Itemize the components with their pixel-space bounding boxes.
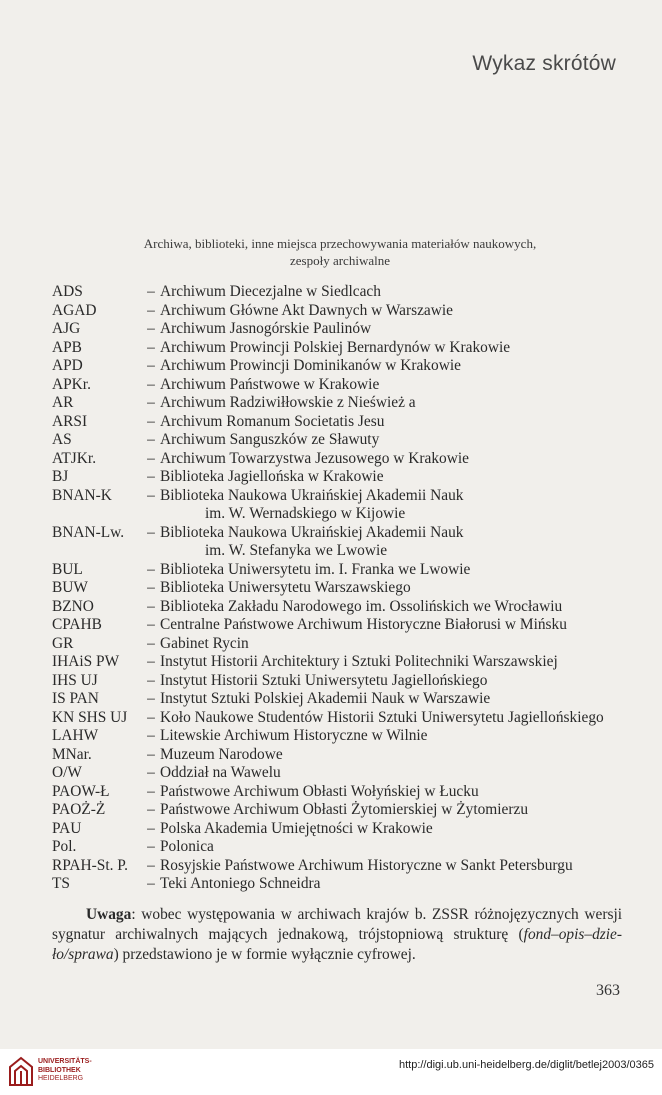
abbreviation-description bbox=[160, 339, 510, 358]
abbreviation-list bbox=[52, 283, 652, 894]
abbreviation-description-text: Archiwum Prowincji Polskiej Bernardynów w Krakowie bbox=[160, 338, 511, 356]
logo-line-3: HEIDELBERG bbox=[38, 1075, 84, 1082]
abbreviation-description bbox=[160, 450, 469, 469]
abbreviation-dash: – bbox=[147, 486, 155, 504]
abbreviation-description bbox=[160, 283, 381, 302]
abbreviation-row bbox=[52, 357, 652, 376]
abbreviation-code: APD bbox=[52, 357, 83, 374]
abbreviation-description bbox=[160, 838, 214, 857]
abbreviation-dash: – bbox=[147, 634, 155, 652]
abbreviation-code: IS PAN bbox=[52, 690, 99, 707]
abbreviation-description bbox=[160, 635, 249, 654]
abbreviation-dash: – bbox=[147, 782, 155, 800]
abbreviation-dash: – bbox=[147, 449, 155, 467]
abbreviation-description bbox=[160, 302, 453, 321]
abbreviation-code: TS bbox=[52, 875, 70, 892]
abbreviation-code: AJG bbox=[52, 320, 81, 337]
abbreviation-description-text: Archiwum Sanguszków ze Sławuty bbox=[160, 431, 380, 448]
abbreviation-dash: – bbox=[147, 468, 155, 485]
abbreviation-description-text: Biblioteka Naukowa Ukraińskiej Akademii Nauk bbox=[160, 523, 464, 541]
abbreviation-dash: – bbox=[147, 875, 155, 892]
abbreviation-row bbox=[52, 875, 652, 894]
abbreviation-description-text: Biblioteka Uniwersytetu Warszawskiego bbox=[160, 579, 411, 596]
abbreviation-description bbox=[160, 690, 490, 709]
abbreviation-code: AGAD bbox=[52, 301, 97, 319]
abbreviation-row bbox=[52, 450, 652, 469]
abbreviation-dash: – bbox=[147, 375, 155, 393]
abbreviation-code: BJ bbox=[52, 468, 69, 485]
abbreviation-code: IHAiS PW bbox=[52, 653, 120, 670]
abbreviation-description bbox=[160, 616, 567, 635]
library-logo-icon bbox=[8, 1055, 34, 1087]
note-text-part-1: : wobec występowania w archiwach krajów b. ZSSR różnojęzycznych wersji sygnatur archiwalnych mających jednakową, trójstopniową strukturę ( bbox=[52, 906, 622, 943]
abbreviation-row bbox=[52, 413, 652, 432]
abbreviation-description bbox=[160, 746, 283, 765]
section-heading-line-1: Archiwa, biblioteki, inne miejsca przechowywania materiałów naukowych, bbox=[143, 236, 537, 251]
abbreviation-description bbox=[160, 783, 479, 802]
abbreviation-dash: – bbox=[147, 708, 155, 726]
page-number: 363 bbox=[596, 982, 620, 999]
abbreviation-description-continuation: im. W. Wernadskiego w Kijowie bbox=[205, 505, 406, 522]
abbreviation-code: APKr. bbox=[52, 375, 91, 393]
abbreviation-row bbox=[52, 339, 652, 358]
abbreviation-row bbox=[52, 690, 652, 709]
abbreviation-description-text: Archiwum Towarzystwa Jezusowego w Krakowie bbox=[160, 449, 469, 467]
note-text-part-2: ) przedstawiono je w formie wyłącznie cyfrowej. bbox=[113, 946, 416, 963]
abbreviation-dash: – bbox=[147, 283, 155, 300]
abbreviation-description bbox=[160, 468, 384, 487]
abbreviation-code: ATJKr. bbox=[52, 449, 97, 467]
abbreviation-description-text: Archivum Romanum Societatis Jesu bbox=[160, 412, 385, 430]
abbreviation-description bbox=[160, 394, 416, 413]
abbreviation-description-continuation: im. W. Stefanyka we Lwowie bbox=[205, 542, 388, 559]
abbreviation-description-text: Muzeum Narodowe bbox=[160, 745, 283, 763]
abbreviation-description-text: Litewskie Archiwum Historyczne w Wilnie bbox=[160, 727, 428, 744]
abbreviation-row bbox=[52, 709, 652, 728]
abbreviation-dash: – bbox=[147, 579, 155, 596]
abbreviation-dash: – bbox=[147, 597, 155, 615]
abbreviation-dash: – bbox=[147, 412, 155, 430]
abbreviation-code: PAOŻ-Ż bbox=[52, 801, 106, 818]
abbreviation-row bbox=[52, 838, 652, 857]
abbreviation-description-text: Archiwum Prowincji Dominikanów w Krakowie bbox=[160, 357, 461, 374]
abbreviation-description bbox=[160, 357, 461, 376]
abbreviation-description-text: Biblioteka Zakładu Narodowego im. Ossolińskich we Wrocławiu bbox=[160, 597, 563, 615]
abbreviation-description-text: Biblioteka Jagiellońska w Krakowie bbox=[160, 468, 384, 485]
abbreviation-description bbox=[160, 875, 321, 894]
abbreviation-description-text: Archiwum Diecezjalne w Siedlcach bbox=[160, 283, 381, 300]
abbreviation-dash: – bbox=[147, 320, 155, 337]
abbreviation-row bbox=[52, 468, 652, 487]
abbreviation-description-text: Instytut Historii Sztuki Uniwersytetu Jagiellońskiego bbox=[160, 671, 488, 689]
abbreviation-row bbox=[52, 579, 652, 598]
abbreviation-description bbox=[160, 653, 558, 672]
abbreviation-code: MNar. bbox=[52, 745, 92, 763]
abbreviation-row bbox=[52, 653, 652, 672]
abbreviation-dash: – bbox=[147, 431, 155, 448]
abbreviation-row bbox=[52, 376, 652, 395]
section-heading-line-2: zespoły archiwalne bbox=[290, 253, 390, 268]
abbreviation-description-text: Archiwum Państwowe w Krakowie bbox=[160, 375, 380, 393]
abbreviation-dash: – bbox=[147, 616, 155, 633]
abbreviation-dash: – bbox=[147, 819, 155, 837]
abbreviation-description bbox=[160, 672, 487, 691]
abbreviation-dash: – bbox=[147, 764, 155, 781]
abbreviation-description-text: Archiwum Radziwiłłowskie z Nieśwież a bbox=[160, 394, 416, 411]
abbreviation-dash: – bbox=[147, 745, 155, 763]
logo-line-1: UNIVERSITÄTS- bbox=[38, 1058, 92, 1065]
abbreviation-code: LAHW bbox=[52, 727, 99, 744]
abbreviation-description bbox=[160, 727, 428, 746]
abbreviation-code: CPAHB bbox=[52, 616, 102, 633]
abbreviation-code: BUL bbox=[52, 560, 83, 578]
abbreviation-dash: – bbox=[147, 856, 155, 874]
abbreviation-description bbox=[160, 820, 433, 839]
abbreviation-row bbox=[52, 635, 652, 654]
abbreviation-row bbox=[52, 598, 652, 617]
library-logo-text bbox=[38, 1058, 92, 1084]
abbreviation-code: KN SHS UJ bbox=[52, 708, 128, 726]
abbreviation-row bbox=[52, 857, 652, 876]
note-text-italic: fond–opis–dzie-ło/sprawa bbox=[52, 926, 622, 963]
abbreviation-description bbox=[160, 487, 463, 524]
abbreviation-row bbox=[52, 672, 652, 691]
abbreviation-row bbox=[52, 394, 652, 413]
abbreviation-row bbox=[52, 431, 652, 450]
footer-url-link[interactable]: http://digi.ub.uni-heidelberg.de/diglit/betlej2003/0365 bbox=[398, 1059, 654, 1071]
abbreviation-code: RPAH-St. P. bbox=[52, 856, 128, 874]
abbreviation-row bbox=[52, 820, 652, 839]
abbreviation-description-text: Centralne Państwowe Archiwum Historyczne Białorusi w Mińsku bbox=[160, 616, 567, 633]
abbreviation-row bbox=[52, 487, 652, 524]
abbreviation-dash: – bbox=[147, 653, 155, 670]
abbreviation-description-text: Instytut Sztuki Polskiej Akademii Nauk w Warszawie bbox=[160, 690, 491, 707]
abbreviation-row bbox=[52, 616, 652, 635]
abbreviation-code: PAU bbox=[52, 819, 82, 837]
abbreviation-description-text: Archiwum Główne Akt Dawnych w Warszawie bbox=[160, 301, 453, 319]
abbreviation-code: Pol. bbox=[52, 838, 77, 855]
abbreviation-row bbox=[52, 727, 652, 746]
abbreviation-description-text: Teki Antoniego Schneidra bbox=[160, 875, 321, 892]
abbreviation-description bbox=[160, 413, 384, 432]
abbreviation-code: O/W bbox=[52, 764, 82, 781]
abbreviation-row bbox=[52, 801, 652, 820]
abbreviation-description bbox=[160, 764, 281, 783]
abbreviation-code: BUW bbox=[52, 579, 88, 596]
abbreviation-dash: – bbox=[147, 801, 155, 818]
abbreviation-description bbox=[160, 598, 562, 617]
abbreviation-code: BNAN-K bbox=[52, 486, 112, 504]
abbreviation-description-text: Biblioteka Naukowa Ukraińskiej Akademii Nauk bbox=[160, 486, 464, 504]
abbreviation-description bbox=[160, 801, 528, 820]
abbreviation-description-text: Państwowe Archiwum Obłasti Żytomierskiej w Żytomierzu bbox=[160, 801, 529, 818]
abbreviation-code: AR bbox=[52, 394, 74, 411]
abbreviation-description-text: Instytut Historii Architektury i Sztuki Politechniki Warszawskiej bbox=[160, 653, 558, 670]
abbreviation-row bbox=[52, 302, 652, 321]
abbreviation-dash: – bbox=[147, 560, 155, 578]
abbreviation-code: AS bbox=[52, 431, 72, 448]
abbreviation-row bbox=[52, 320, 652, 339]
logo-line-2: BIBLIOTHEK bbox=[38, 1066, 81, 1074]
abbreviation-code: APB bbox=[52, 338, 82, 356]
abbreviation-dash: – bbox=[147, 394, 155, 411]
note-paragraph bbox=[52, 905, 622, 965]
abbreviation-row bbox=[52, 524, 652, 561]
abbreviation-dash: – bbox=[147, 338, 155, 356]
abbreviation-row bbox=[52, 561, 652, 580]
abbreviation-code: GR bbox=[52, 634, 74, 652]
abbreviation-code: BZNO bbox=[52, 597, 94, 615]
abbreviation-code: ARSI bbox=[52, 412, 88, 430]
abbreviation-dash: – bbox=[147, 301, 155, 319]
abbreviation-row bbox=[52, 283, 652, 302]
abbreviation-dash: – bbox=[147, 357, 155, 374]
abbreviation-code: IHS UJ bbox=[52, 671, 98, 689]
abbreviation-description bbox=[160, 524, 463, 561]
abbreviation-dash: – bbox=[147, 838, 155, 855]
abbreviation-description-text: Biblioteka Uniwersytetu im. I. Franka we Lwowie bbox=[160, 560, 471, 578]
abbreviation-dash: – bbox=[147, 523, 155, 541]
abbreviation-description bbox=[160, 561, 470, 580]
abbreviation-description-text: Państwowe Archiwum Obłasti Wołyńskiej w Łucku bbox=[160, 782, 479, 800]
abbreviation-code: PAOW-Ł bbox=[52, 782, 110, 800]
abbreviation-dash: – bbox=[147, 671, 155, 689]
abbreviation-code: ADS bbox=[52, 283, 83, 300]
section-heading bbox=[60, 235, 620, 269]
abbreviation-description-text: Rosyjskie Państwowe Archiwum Historyczne w Sankt Petersburgu bbox=[160, 856, 573, 874]
abbreviation-description bbox=[160, 376, 379, 395]
abbreviation-description-text: Koło Naukowe Studentów Historii Sztuki Uniwersytetu Jagiellońskiego bbox=[160, 708, 604, 726]
abbreviation-description-text: Polonica bbox=[160, 838, 214, 855]
abbreviation-description bbox=[160, 579, 411, 598]
abbreviation-description bbox=[160, 320, 371, 339]
abbreviation-row bbox=[52, 783, 652, 802]
abbreviation-description-text: Gabinet Rycin bbox=[160, 634, 249, 652]
note-label: Uwaga bbox=[86, 906, 132, 923]
abbreviation-description-text: Polska Akademia Umiejętności w Krakowie bbox=[160, 819, 433, 837]
abbreviation-description bbox=[160, 709, 604, 728]
abbreviation-row bbox=[52, 764, 652, 783]
abbreviation-description-text: Oddział na Wawelu bbox=[160, 764, 281, 781]
abbreviation-row bbox=[52, 746, 652, 765]
page-header-title: Wykaz skrótów bbox=[472, 52, 616, 75]
abbreviation-description bbox=[160, 431, 379, 450]
footer-bar bbox=[0, 1049, 662, 1095]
abbreviation-description bbox=[160, 857, 573, 876]
abbreviation-description-text: Archiwum Jasnogórskie Paulinów bbox=[160, 320, 372, 337]
abbreviation-dash: – bbox=[147, 727, 155, 744]
abbreviation-dash: – bbox=[147, 690, 155, 707]
abbreviation-code: BNAN-Lw. bbox=[52, 523, 125, 541]
